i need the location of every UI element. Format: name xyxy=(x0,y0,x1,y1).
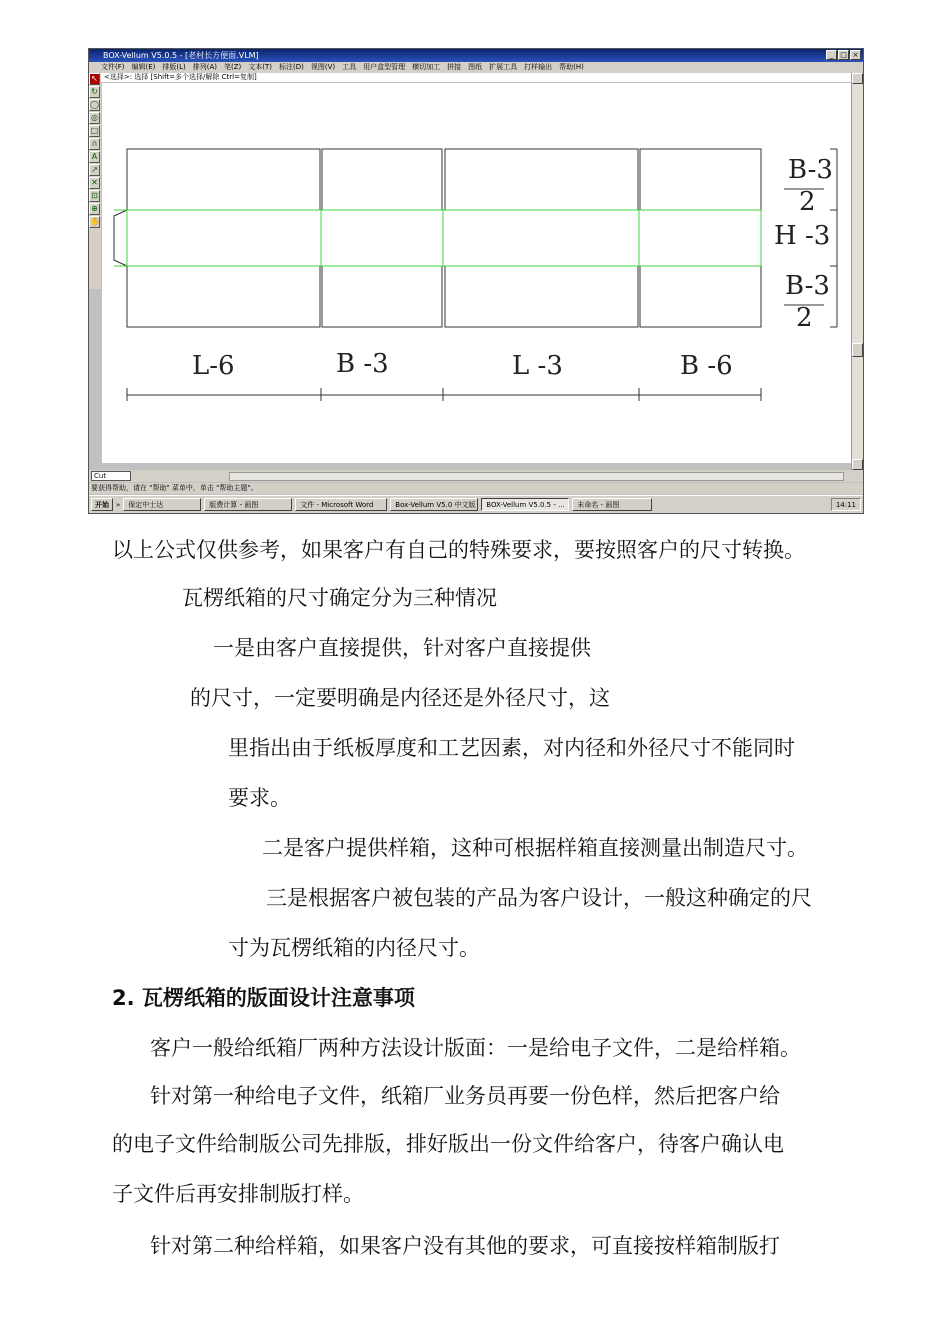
help-status-bar: 要获得帮助，请在 "帮助" 菜单中，单击 "帮助主题"。 xyxy=(89,483,863,494)
doc-paragraph-4: 的尺寸，一定要明确是内径还是外径尺寸，这 xyxy=(190,686,610,710)
maximize-button[interactable]: □ xyxy=(838,50,849,60)
dim-width-2: B -6 xyxy=(680,351,733,381)
scroll-thumb[interactable] xyxy=(852,343,863,357)
task-vellum-app[interactable]: BOX-Vellum V5.0.5 - ... xyxy=(481,498,569,511)
menu-pen[interactable]: 笔(Z) xyxy=(224,63,242,71)
task-folder[interactable]: 保定中士达 xyxy=(123,498,201,511)
windows-taskbar xyxy=(89,495,863,513)
task-word[interactable]: 文件 - Microsoft Word xyxy=(295,498,387,511)
scroll-up-button[interactable] xyxy=(852,73,863,84)
doc-paragraph-2: 瓦楞纸箱的尺寸确定分为三种情况 xyxy=(182,586,497,610)
doc-paragraph-10: 客户一般给纸箱厂两种方法设计版面：一是给电子文件，二是给样箱。 xyxy=(150,1036,801,1060)
layer-select[interactable]: Cut xyxy=(91,471,131,481)
dim-flap-bottom-num: B-3 xyxy=(785,271,830,301)
menu-drawing[interactable]: 图纸 xyxy=(468,63,483,71)
vertical-scrollbar[interactable] xyxy=(851,73,863,470)
section-heading: 2. 瓦楞纸箱的版面设计注意事项 xyxy=(112,986,415,1010)
flap-bottom-4 xyxy=(640,266,761,327)
circle-icon[interactable]: ◯ xyxy=(90,100,99,109)
flap-top-2 xyxy=(322,149,442,210)
doc-paragraph-13: 子文件后再安排制版打样。 xyxy=(112,1182,364,1206)
menu-crosscut[interactable]: 横切加工 xyxy=(412,63,441,71)
flap-top-3 xyxy=(445,149,638,210)
doc-paragraph-12: 的电子文件给制版公司先排版，排好版出一份文件给客户，待客户确认电 xyxy=(112,1132,784,1156)
dim-length-2: L -3 xyxy=(512,351,563,381)
doc-paragraph-7: 二是客户提供样箱，这种可根据样箱直接测量出制造尺寸。 xyxy=(262,836,808,860)
menu-layout[interactable]: 排版(L) xyxy=(162,63,186,71)
dim-flap-top-num: B-3 xyxy=(788,155,833,185)
doc-paragraph-1: 以上公式仅供参考，如果客户有自己的特殊要求，要按照客户的尺寸转换。 xyxy=(112,538,805,562)
doc-paragraph-6: 要求。 xyxy=(228,786,291,810)
window-title: BOX-Vellum V5.0.5 - [老村长方便面.VLM] xyxy=(103,51,259,60)
doc-paragraph-11: 针对第一种给电子文件，纸箱厂业务员再要一份色样，然后把客户给 xyxy=(150,1084,780,1108)
doc-paragraph-14: 针对第二种给样箱，如果客户没有其他的要求，可直接按样箱制版打 xyxy=(150,1234,780,1258)
flap-bottom-2 xyxy=(322,266,442,327)
doc-paragraph-3: 一是由客户直接提供，针对客户直接提供 xyxy=(213,636,591,660)
quick-launch-more[interactable]: » xyxy=(116,500,121,509)
dim-flap-bottom-den: 2 xyxy=(796,303,813,333)
system-clock: 14:11 xyxy=(831,498,861,511)
cross-icon[interactable]: ✕ xyxy=(89,177,100,189)
flap-bottom-3 xyxy=(445,266,638,327)
select-arrow-icon[interactable]: ↖ xyxy=(89,73,100,85)
doc-paragraph-8: 三是根据客户被包装的产品为客户设计，一般这种确定的尺 xyxy=(266,886,812,910)
frame-icon[interactable]: ⊡ xyxy=(89,190,100,202)
window-titlebar xyxy=(89,49,863,62)
bottom-control-bar xyxy=(89,470,863,482)
scroll-down-button[interactable] xyxy=(852,459,863,470)
menu-extend[interactable]: 扩展工具 xyxy=(489,63,518,71)
task-paint-cost[interactable]: 版费计算 - 画图 xyxy=(204,498,292,511)
box-dieline-drawing xyxy=(102,83,851,463)
menu-file[interactable]: 文件(F) xyxy=(101,63,125,71)
menu-user-box[interactable]: 用户盒型管理 xyxy=(363,63,406,71)
text-icon[interactable]: A xyxy=(89,151,100,163)
menu-dimension[interactable]: 标注(D) xyxy=(279,63,304,71)
task-vellum-folder[interactable]: Box-Vellum V5.0 中文版 xyxy=(390,498,478,511)
rectangle-icon[interactable]: □ xyxy=(90,126,99,135)
menu-arrange[interactable]: 排列(A) xyxy=(192,63,218,71)
rotate-icon[interactable]: ↻ xyxy=(89,86,100,98)
doc-paragraph-9: 寸为瓦楞纸箱的内径尺寸。 xyxy=(228,936,480,960)
start-button[interactable]: 开始 xyxy=(91,498,113,511)
tool-palette xyxy=(89,73,101,289)
close-button[interactable]: × xyxy=(850,50,861,60)
line-icon[interactable]: ↗ xyxy=(89,164,100,176)
dim-height: H -3 xyxy=(774,221,831,251)
menu-output[interactable]: 打样输出 xyxy=(524,63,553,71)
concentric-circle-icon[interactable]: ◎ xyxy=(89,112,100,124)
horizontal-scrollbar[interactable] xyxy=(229,472,844,481)
dim-width-1: B -3 xyxy=(336,349,389,379)
minimize-button[interactable]: _ xyxy=(826,50,837,60)
doc-paragraph-5: 里指出由于纸板厚度和工艺因素，对内径和外径尺寸不能同时 xyxy=(228,736,795,760)
task-paint-untitled[interactable]: 未命名 - 画图 xyxy=(572,498,652,511)
arc-icon[interactable]: ∩ xyxy=(89,138,100,150)
menu-bar xyxy=(89,62,863,73)
glue-tab xyxy=(114,210,127,266)
prompt-line: <选择>: 选择 [Shift=多个选择/解除 Ctrl=复制] xyxy=(101,73,851,82)
menu-tools[interactable]: 工具 xyxy=(342,63,357,71)
drawing-canvas[interactable] xyxy=(102,83,851,463)
flap-top-1 xyxy=(127,149,320,210)
dim-flap-top-den: 2 xyxy=(799,187,816,217)
menu-edit[interactable]: 编辑(E) xyxy=(131,63,156,71)
software-screenshot xyxy=(88,48,864,514)
flap-bottom-1 xyxy=(127,266,320,327)
menu-text[interactable]: 文本(T) xyxy=(248,63,273,71)
zoom-icon[interactable]: ⊕ xyxy=(89,203,100,215)
crease-lines xyxy=(114,210,761,266)
menu-help[interactable]: 帮助(H) xyxy=(559,63,584,71)
flap-top-4 xyxy=(640,149,761,210)
menu-view[interactable]: 视图(V) xyxy=(310,63,336,71)
hand-pan-icon[interactable]: ✋ xyxy=(90,217,100,226)
menu-splice[interactable]: 拼接 xyxy=(447,63,462,71)
dim-length-1: L-6 xyxy=(192,351,235,381)
